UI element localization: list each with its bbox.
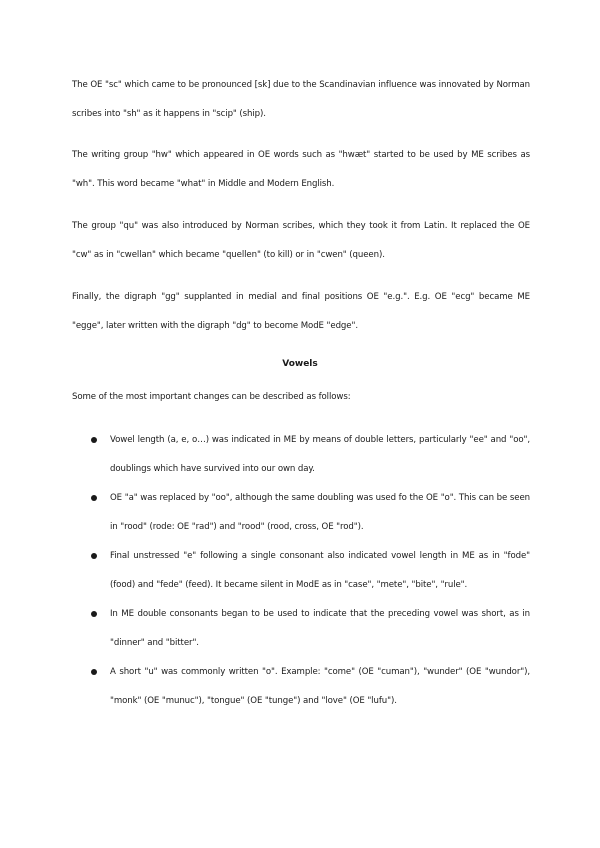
- bullet-icon: [91, 669, 97, 675]
- list-item: [72, 484, 530, 542]
- paragraph-qu-group: The group "qu" was also introduced by Norman scribes, which they took it from Latin. It replaced the OE "cw" as in "cwellan" which became "quellen" (to kill) or in "cwen" (queen).: [72, 221, 530, 260]
- list-item-text: A short "u" was commonly written "o". Example: "come" (OE "cuman"), "wunder" (OE "wundor"), "monk" (OE "munuc"), "tongue" (OE "tunge") and "love" (OE "lufu").: [110, 667, 530, 706]
- list-item-text: OE "a" was replaced by "oo", although the same doubling was used fo the OE "o". This can be seen in "rood" (rode: OE "rad") and "rood" (rood, cross, OE "rod").: [110, 493, 530, 532]
- list-item: [72, 600, 530, 658]
- bullet-icon: [91, 437, 97, 443]
- list-item-text: Vowel length (a, e, o…) was indicated in ME by means of double letters, particularly "ee" and "oo", doublings which have survived into our own day.: [110, 435, 530, 474]
- bullet-icon: [91, 553, 97, 559]
- list-item-text: In ME double consonants began to be used to indicate that the preceding vowel was short, as in "dinner" and "bitter".: [110, 609, 530, 648]
- list-item-text: Final unstressed "e" following a single consonant also indicated vowel length in ME as in "fode" (food) and "fede" (feed). It became silent in ModE as in "case", "mete", "bite", "rule".: [110, 551, 530, 590]
- paragraph-hw-group: The writing group "hw" which appeared in OE words such as "hwæt" started to be used by ME scribes as "wh". This word became "what" in Middle and Modern English.: [72, 150, 530, 189]
- paragraph-gg-digraph: Finally, the digraph "gg" supplanted in medial and final positions OE "e.g.". E.g. OE "ecg" became ME "egge", later written with the digraph "dg" to become ModE "edge".: [72, 292, 530, 331]
- vowel-changes-list: [72, 426, 530, 716]
- list-item: [72, 426, 530, 484]
- list-item: [72, 542, 530, 600]
- section-heading-vowels: Vowels: [282, 359, 318, 369]
- bullet-icon: [91, 611, 97, 617]
- list-item: [72, 658, 530, 716]
- vowels-intro: Some of the most important changes can be described as follows:: [72, 392, 351, 402]
- paragraph-sc-digraph: The OE "sc" which came to be pronounced [sk] due to the Scandinavian influence was innovated by Norman scribes into "sh" as it happens in "scip" (ship).: [72, 80, 530, 119]
- bullet-icon: [91, 495, 97, 501]
